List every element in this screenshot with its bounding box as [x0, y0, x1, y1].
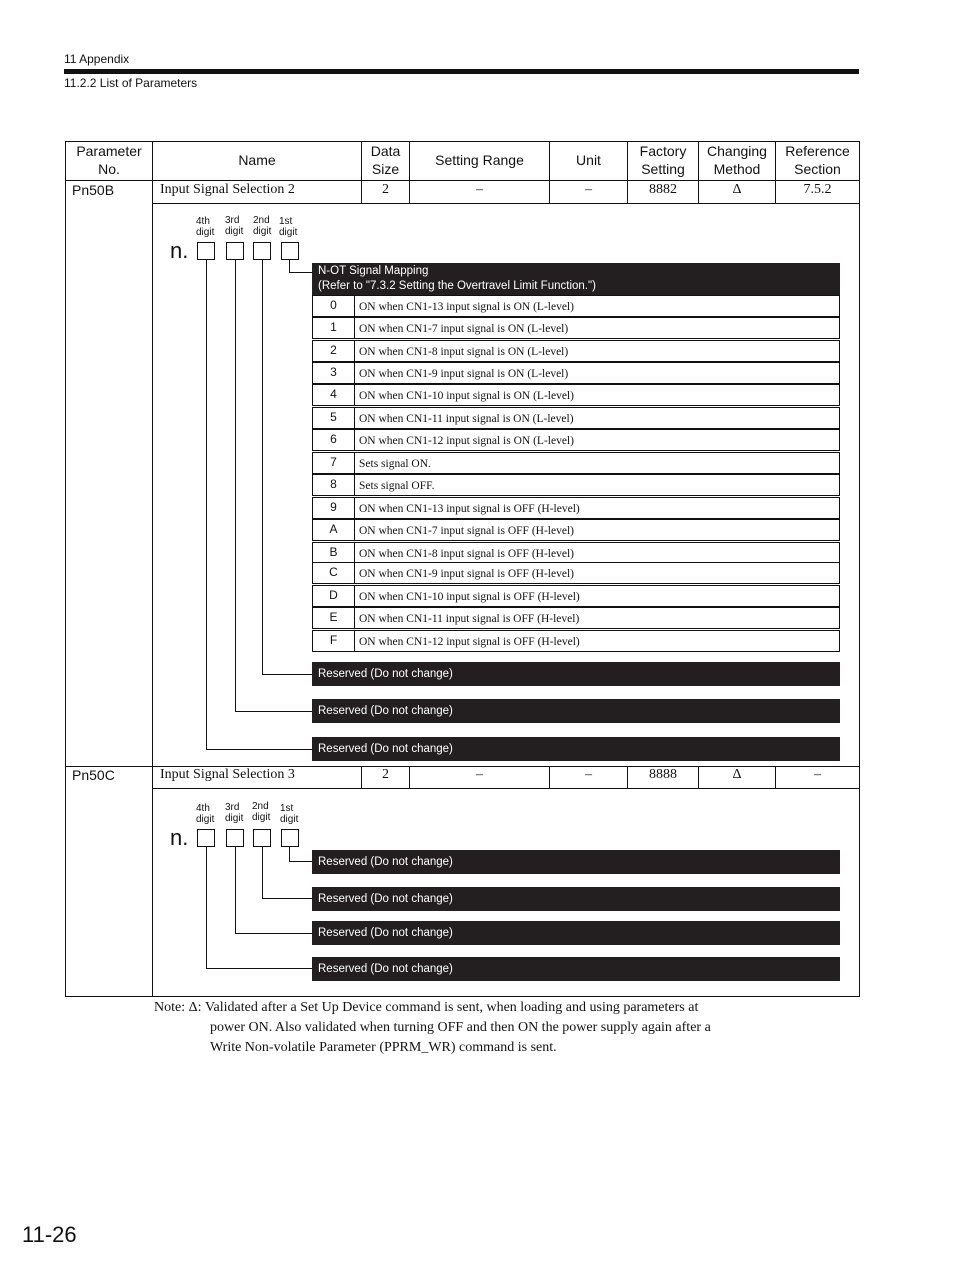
mapping-key: 4 [330, 387, 337, 401]
connector-line [206, 260, 207, 749]
mapping-key: 8 [330, 477, 337, 491]
digit-label-4th: 4th digit [196, 803, 215, 825]
header-changing-method: Changing Method [707, 143, 767, 177]
mapping-row [312, 562, 840, 584]
digit-box-2nd [253, 242, 271, 260]
param-range: – [476, 182, 483, 197]
mapping-key: 3 [330, 365, 337, 379]
n-prefix: n. [170, 238, 189, 263]
mapping-row [312, 474, 840, 496]
row-divider [152, 203, 860, 204]
connector-line [206, 968, 313, 969]
mapping-key: B [329, 545, 338, 559]
param-unit: – [585, 767, 592, 782]
mapping-description: ON when CN1-7 input signal is OFF (H-level) [354, 520, 839, 540]
header-setting-range: Setting Range [435, 152, 524, 168]
param-size: 2 [382, 767, 389, 782]
mapping-description: ON when CN1-13 input signal is ON (L-level) [354, 296, 839, 316]
param-name: Input Signal Selection 3 [160, 767, 295, 782]
header-rule [64, 69, 859, 74]
mapping-description: Sets signal OFF. [354, 475, 839, 495]
header-data-size: Data Size [370, 143, 401, 177]
param-reference: 7.5.2 [803, 182, 832, 197]
mapping-row [312, 630, 840, 652]
mapping-row [312, 542, 840, 564]
header-reference-section: Reference Section [785, 143, 850, 177]
mapping-key: 0 [330, 298, 337, 312]
mapping-description: ON when CN1-7 input signal is ON (L-level) [354, 318, 839, 338]
param-factory: 8888 [649, 767, 677, 782]
connector-line [206, 847, 207, 968]
reserved-1st-digit: Reserved (Do not change) [312, 850, 840, 874]
reserved-2nd-digit: Reserved (Do not change) [312, 887, 840, 911]
mapping-row [312, 607, 840, 629]
param-no: Pn50B [72, 182, 115, 198]
mapping-key: 5 [330, 410, 337, 424]
digit-box-4th [197, 829, 215, 847]
connector-line [235, 711, 313, 712]
digit-label-3rd: 3rd digit [225, 215, 244, 237]
mapping-row [312, 407, 840, 429]
digit-box-1st [281, 829, 299, 847]
mapping-description: ON when CN1-13 input signal is OFF (H-level) [354, 498, 839, 518]
connector-line [262, 260, 263, 674]
mapping-row [312, 340, 840, 362]
digit-box-3rd [226, 829, 244, 847]
param-size: 2 [382, 182, 389, 197]
digit-label-1st: 1st digit [279, 216, 298, 238]
mapping-key: E [329, 610, 338, 624]
mapping-title: N-OT Signal Mapping (Refer to "7.3.2 Setting the Overtravel Limit Function.") [312, 263, 840, 295]
mapping-description: ON when CN1-8 input signal is OFF (H-level) [354, 543, 839, 563]
reserved-4th-digit: Reserved (Do not change) [312, 737, 840, 761]
reserved-2nd-digit: Reserved (Do not change) [312, 662, 840, 686]
mapping-description: ON when CN1-9 input signal is ON (L-level) [354, 363, 839, 383]
mapping-row [312, 429, 840, 451]
section-header: 11.2.2 List of Parameters [64, 76, 198, 90]
digit-box-4th [197, 242, 215, 260]
param-method: Δ [732, 767, 742, 782]
digit-label-4th: 4th digit [196, 216, 215, 238]
note-line-2: power ON. Also validated when turning OFF and then ON the power supply again after a [210, 1020, 711, 1035]
mapping-description: ON when CN1-12 input signal is ON (L-level) [354, 430, 839, 450]
note-line-1: Note: Δ: Validated after a Set Up Device command is sent, when loading and using parameters at [154, 1000, 699, 1015]
mapping-description: ON when CN1-11 input signal is OFF (H-level) [354, 608, 839, 628]
connector-line [289, 272, 313, 273]
mapping-description: ON when CN1-8 input signal is ON (L-level) [354, 341, 839, 361]
header-unit: Unit [576, 152, 601, 168]
reserved-3rd-digit: Reserved (Do not change) [312, 921, 840, 945]
mapping-key: 6 [330, 432, 337, 446]
page-number: 11-26 [22, 1222, 77, 1247]
mapping-description: ON when CN1-9 input signal is OFF (H-level) [354, 563, 839, 583]
mapping-key: 7 [330, 455, 337, 469]
header-name: Name [238, 152, 276, 168]
mapping-row [312, 452, 840, 474]
param-name: Input Signal Selection 2 [160, 182, 295, 197]
digit-box-3rd [226, 242, 244, 260]
param-factory: 8882 [649, 182, 677, 197]
connector-line [262, 674, 313, 675]
digit-box-2nd [253, 829, 271, 847]
reserved-4th-digit: Reserved (Do not change) [312, 957, 840, 981]
connector-line [289, 847, 290, 861]
mapping-description: ON when CN1-10 input signal is ON (L-level) [354, 385, 839, 405]
connector-line [262, 898, 313, 899]
mapping-description: ON when CN1-10 input signal is OFF (H-level) [354, 586, 839, 606]
header-param-no: Parameter No. [76, 143, 142, 177]
header-factory-setting: Factory Setting [639, 143, 687, 177]
mapping-key: A [329, 522, 338, 536]
mapping-description: ON when CN1-12 input signal is OFF (H-level) [354, 631, 839, 651]
connector-line [235, 933, 313, 934]
mapping-row [312, 585, 840, 607]
mapping-key: F [329, 633, 338, 647]
mapping-key: 1 [330, 320, 337, 334]
mapping-row [312, 317, 840, 339]
connector-line [206, 749, 313, 750]
n-prefix: n. [170, 825, 189, 850]
mapping-row [312, 384, 840, 406]
connector-line [262, 847, 263, 898]
param-method: Δ [732, 182, 742, 197]
mapping-description: Sets signal ON. [354, 453, 839, 473]
note-line-3: Write Non-volatile Parameter (PPRM_WR) command is sent. [210, 1040, 557, 1055]
param-reference: – [814, 767, 821, 782]
connector-line [289, 861, 313, 862]
mapping-row [312, 497, 840, 519]
digit-label-1st: 1st digit [280, 803, 299, 825]
mapping-row [312, 519, 840, 541]
connector-line [235, 847, 236, 933]
param-range: – [476, 767, 483, 782]
reserved-3rd-digit: Reserved (Do not change) [312, 699, 840, 723]
mapping-row [312, 295, 840, 317]
chapter-header: 11 Appendix [64, 52, 130, 66]
param-unit: – [585, 182, 592, 197]
row-divider [152, 788, 860, 789]
col-divider [152, 141, 153, 997]
digit-label-2nd: 2nd digit [252, 801, 271, 823]
digit-label-3rd: 3rd digit [225, 802, 244, 824]
mapping-key: 2 [330, 343, 337, 357]
mapping-key: 9 [330, 500, 337, 514]
digit-label-2nd: 2nd digit [253, 215, 272, 237]
mapping-description: ON when CN1-11 input signal is ON (L-level) [354, 408, 839, 428]
mapping-row [312, 362, 840, 384]
param-no: Pn50C [72, 767, 115, 783]
digit-box-1st [281, 242, 299, 260]
connector-line [235, 260, 236, 711]
mapping-key: D [329, 588, 338, 602]
mapping-key: C [329, 565, 338, 579]
